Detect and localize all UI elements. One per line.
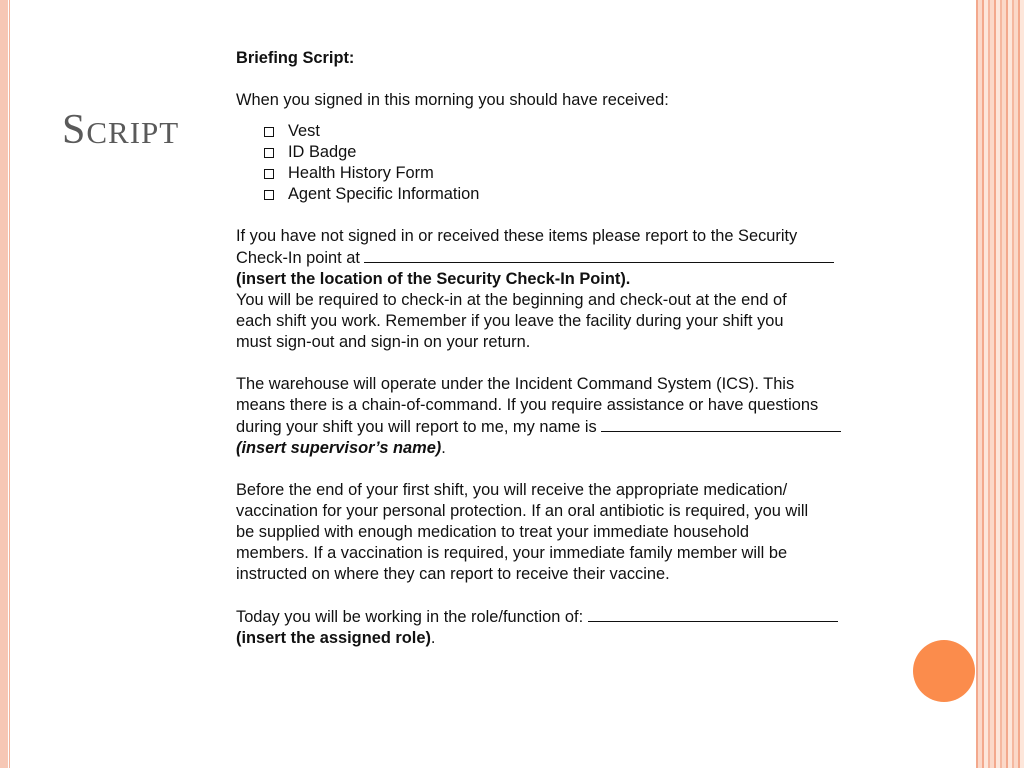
role-function-blank — [588, 606, 838, 622]
checkin-location-blank — [364, 247, 834, 263]
paragraph-line — [236, 416, 896, 438]
insert-instruction: (insert the assigned role) — [236, 629, 431, 647]
accent-circle — [913, 640, 975, 702]
supervisor-name-label: during your shift you will report to me, my name is — [236, 418, 597, 436]
received-items-checklist — [264, 121, 896, 205]
slide-title — [62, 106, 179, 154]
checklist-item — [264, 163, 896, 184]
right-frame-stripes — [978, 0, 1024, 768]
intro-line: When you signed in this morning you should have received: — [236, 91, 669, 109]
paragraph-line: Before the end of your first shift, you will receive the appropriate medication/ — [236, 481, 788, 499]
sentence-period: . — [441, 439, 446, 457]
paragraph-line: each shift you work. Remember if you leave the facility during your shift you — [236, 312, 784, 330]
checklist-item — [264, 121, 896, 142]
supervisor-name-blank — [601, 416, 841, 432]
paragraph-line: The warehouse will operate under the Incident Command System (ICS). This — [236, 375, 795, 393]
checklist-item-label: Health History Form — [288, 164, 434, 182]
paragraph-line: must sign-out and sign-in on your return. — [236, 333, 531, 351]
slide-title-initial: S — [62, 107, 87, 153]
paragraph-line: members. If a vaccination is required, your immediate family member will be — [236, 544, 788, 562]
left-frame-line — [9, 0, 10, 768]
checkbox-icon — [264, 190, 274, 200]
insert-instruction: (insert supervisor’s name) — [236, 439, 442, 457]
paragraph-line — [236, 247, 896, 269]
checklist-item-label: Vest — [288, 122, 320, 140]
checklist-item-label: ID Badge — [288, 143, 357, 161]
slide-title-rest: CRIPT — [86, 115, 180, 150]
checklist-item — [264, 184, 896, 205]
checklist-item — [264, 142, 896, 163]
briefing-script-document — [236, 48, 896, 649]
checkbox-icon — [264, 148, 274, 158]
left-frame-stripe — [0, 0, 8, 768]
paragraph-line: instructed on where they can report to receive their vaccine. — [236, 565, 670, 583]
paragraph-line — [236, 606, 896, 628]
checkin-point-label: Check-In point at — [236, 249, 360, 267]
paragraph-line: If you have not signed in or received these items please report to the Security — [236, 227, 798, 245]
checklist-item-label: Agent Specific Information — [288, 185, 480, 203]
checkbox-icon — [264, 169, 274, 179]
role-function-label: Today you will be working in the role/function of: — [236, 608, 584, 626]
paragraph-line — [236, 438, 896, 459]
paragraph-line: vaccination for your personal protection. If an oral antibiotic is required, you will — [236, 502, 809, 520]
checkbox-icon — [264, 127, 274, 137]
paragraph-line: You will be required to check-in at the beginning and check-out at the end of — [236, 291, 787, 309]
document-heading: Briefing Script: — [236, 49, 355, 67]
insert-instruction: (insert the location of the Security Check-In Point). — [236, 270, 631, 288]
paragraph-line: be supplied with enough medication to treat your immediate household — [236, 523, 749, 541]
paragraph-line — [236, 628, 896, 649]
sentence-period: . — [430, 629, 436, 647]
paragraph-line: means there is a chain-of-command. If you require assistance or have questions — [236, 396, 819, 414]
